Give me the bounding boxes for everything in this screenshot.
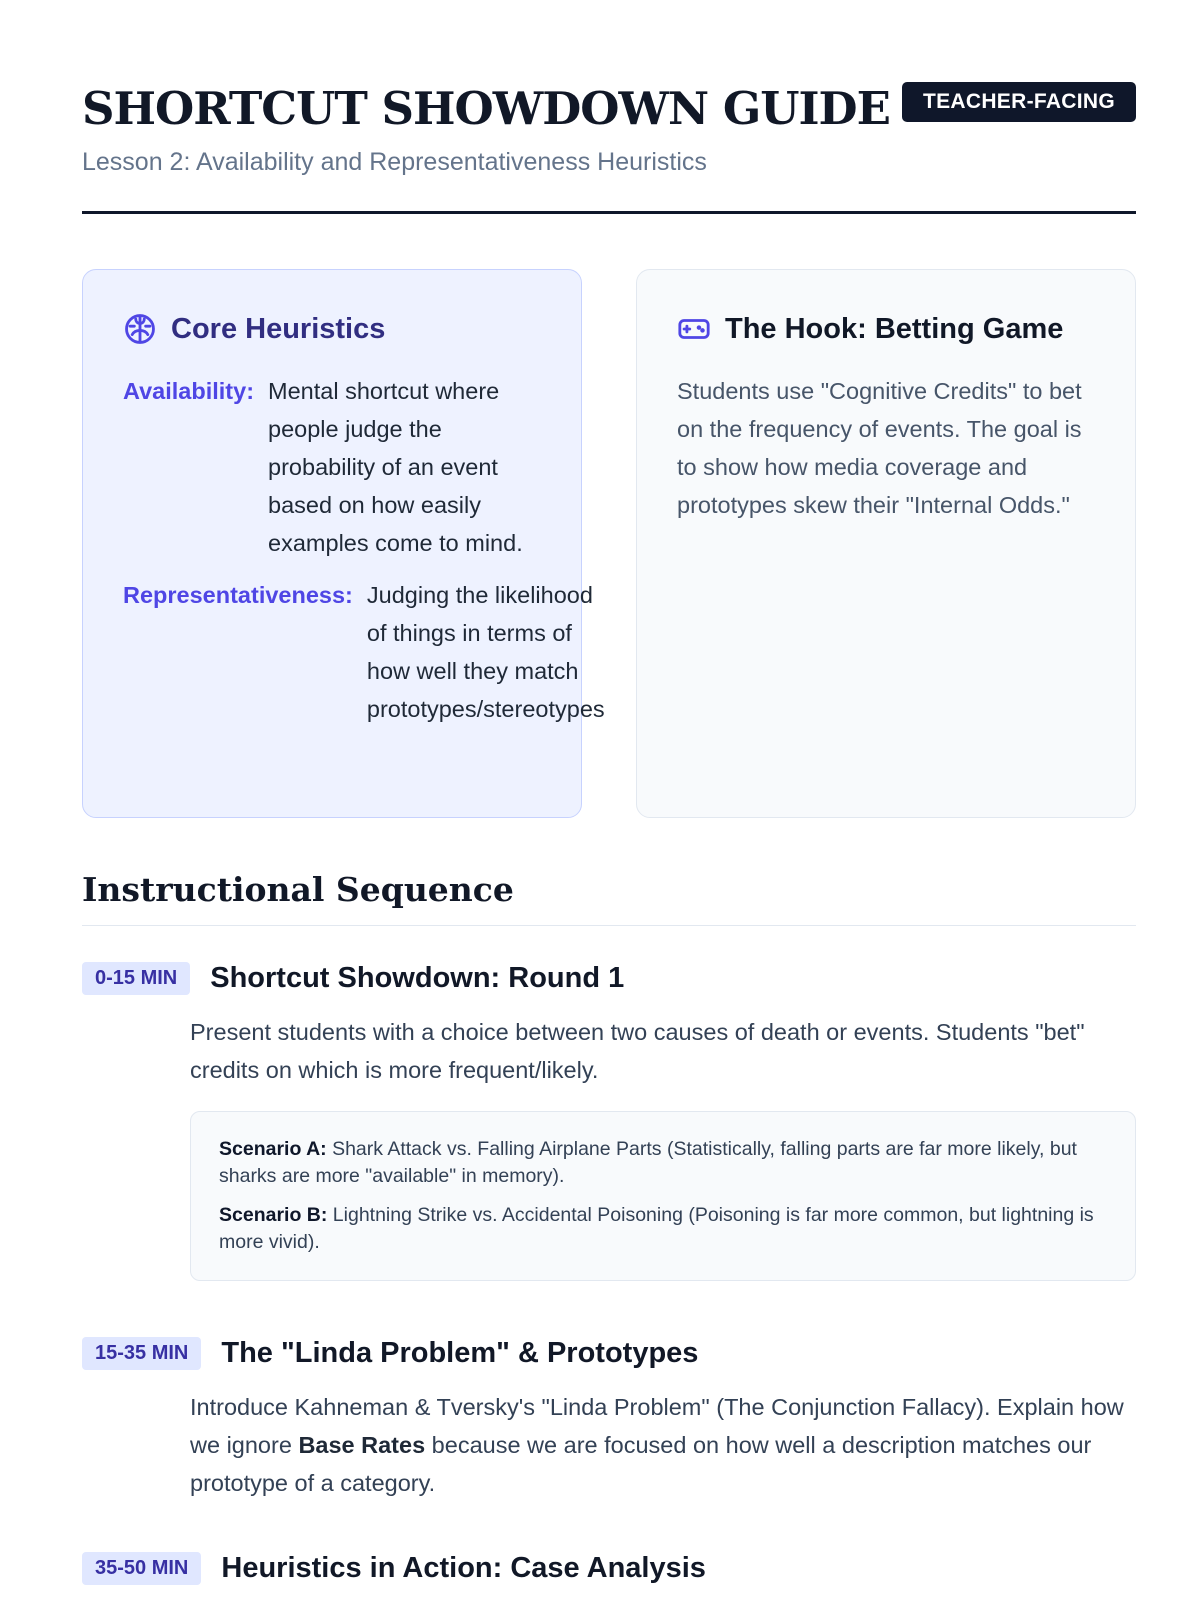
hook-description: Students use "Cognitive Credits" to bet on the frequency of events. The goal is to show how media coverage and prototypes skew their "Internal Odds.": [677, 378, 1082, 518]
sequence-heading: Instructional Sequence: [82, 870, 1136, 926]
scenario-label: Scenario B:: [219, 1204, 328, 1226]
gamepad-icon: [677, 312, 711, 346]
definition-term: Availability:: [123, 378, 255, 404]
page-header: [82, 0, 1136, 214]
core-heuristics-title: Core Heuristics: [171, 312, 386, 345]
step-header: [82, 1337, 1136, 1370]
step-title: Shortcut Showdown: Round 1: [210, 962, 625, 994]
sequence-step: [82, 962, 1136, 1281]
definition-description: Judging the likelihood of things in terms of how well they match prototypes/stereotypes: [366, 582, 605, 722]
time-badge: 35-50 MIN: [82, 1552, 201, 1585]
scenario-item: [219, 1202, 1107, 1256]
core-heuristics-card: [82, 269, 605, 818]
step-header: [82, 962, 1136, 995]
audience-badge: TEACHER-FACING: [902, 82, 1136, 122]
brain-icon: [123, 312, 157, 346]
time-badge: 15-35 MIN: [82, 1337, 201, 1370]
step-description: [190, 1388, 1136, 1502]
hook-card: [636, 269, 1136, 818]
overview-cards: [82, 214, 1136, 764]
scenario-item: [219, 1136, 1107, 1190]
time-badge: 0-15 MIN: [82, 962, 190, 995]
page-title: SHORTCUT SHOWDOWN GUIDE: [82, 82, 890, 135]
step-title: The "Linda Problem" & Prototypes: [221, 1337, 699, 1369]
step-description: Present students with a choice between two causes of death or events. Students "bet" credits on which is more frequent/likely.: [190, 1019, 1085, 1083]
scenario-text: Lightning Strike vs. Accidental Poisoning (Poisoning is far more common, but lightning is more vivid).: [219, 1204, 1094, 1253]
sequence-step: [82, 1552, 1136, 1585]
scenario-box: [190, 1111, 1136, 1281]
scenario-text: Shark Attack vs. Falling Airplane Parts (Statistically, falling parts are far more likely, but sharks are more "available" in memory).: [219, 1138, 1077, 1187]
core-heuristics-header: [123, 312, 541, 346]
definition-description: Mental shortcut where people judge the probability of an event based on how easily examples come to mind.: [268, 378, 523, 556]
step-text: Introduce Kahneman & Tversky's "Linda Problem" (The Conjunction Fallacy). Explain how we ignore: [190, 1394, 1124, 1458]
step-text: because we are focused on how well a description matches our prototype of a category.: [190, 1432, 1092, 1496]
definition-representativeness: [123, 576, 605, 728]
sequence-step: [82, 1337, 1136, 1502]
scenario-label: Scenario A:: [219, 1138, 327, 1160]
hook-header: [677, 312, 1095, 346]
definition-availability: [123, 372, 541, 562]
definition-term: Representativeness:: [123, 582, 353, 608]
step-title: Heuristics in Action: Case Analysis: [221, 1552, 706, 1584]
page-subtitle: Lesson 2: Availability and Representativeness Heuristics: [82, 148, 707, 176]
step-header: [82, 1552, 1136, 1585]
hook-title: The Hook: Betting Game: [725, 312, 1064, 345]
guide-page: [82, 0, 1136, 1584]
step-key-term: Base Rates: [298, 1432, 426, 1458]
